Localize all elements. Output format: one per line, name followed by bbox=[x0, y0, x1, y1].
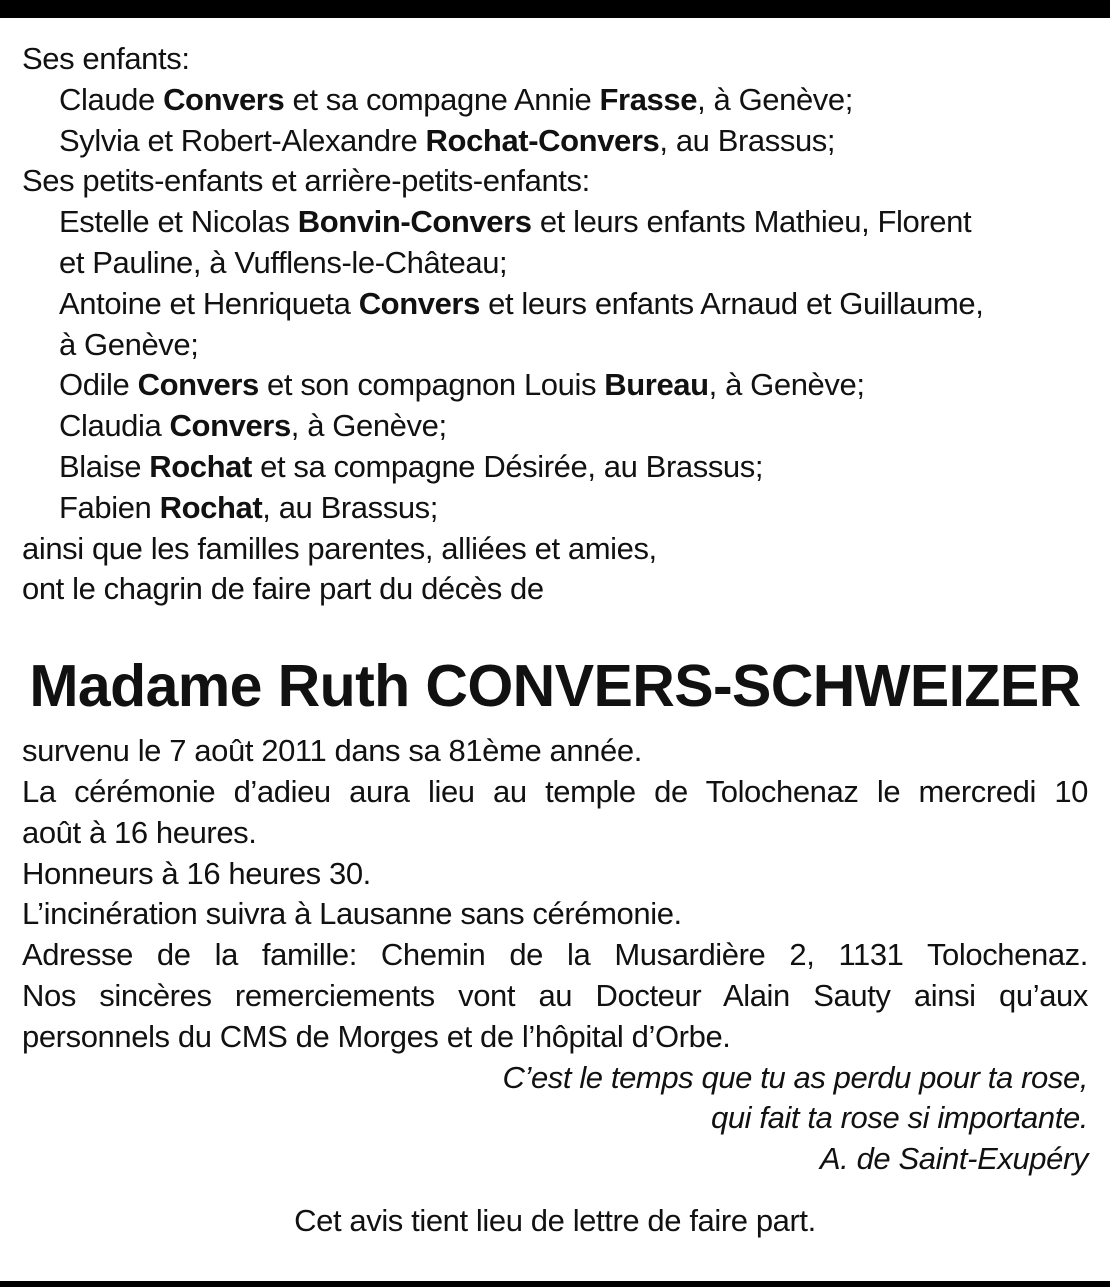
grandchild-text: , à Genève; bbox=[290, 408, 447, 444]
ceremony-line-a: La cérémonie d’adieu aura lieu au temple de Tolochenaz le mercredi 10 bbox=[22, 773, 1088, 809]
grandchild-line-5 bbox=[22, 447, 1088, 488]
child-text: Sylvia et Robert-Alexandre bbox=[59, 122, 426, 158]
child-text: et sa compagne Annie bbox=[284, 81, 600, 117]
surname: Bonvin-Convers bbox=[297, 204, 532, 240]
grandchild-line-1a bbox=[22, 202, 1088, 243]
thanks-line-b: personnels du CMS de Morges et de l’hôpital d’Orbe. bbox=[22, 1018, 731, 1054]
grandchild-text: , au Brassus; bbox=[262, 489, 438, 525]
children-heading: Ses enfants: bbox=[22, 41, 190, 76]
child-text: , à Genève; bbox=[697, 81, 853, 117]
death-date-line: survenu le 7 août 2011 dans sa 81ème année. bbox=[22, 733, 642, 769]
surname: Bureau bbox=[604, 367, 709, 403]
grandchild-line-4 bbox=[22, 406, 1088, 447]
surname: Frasse bbox=[599, 81, 698, 117]
incineration-line: L’incinération suivra à Lausanne sans cérémonie. bbox=[22, 896, 682, 932]
surname: Rochat bbox=[159, 489, 263, 525]
obituary-notice bbox=[22, 39, 1088, 1242]
surname: Rochat bbox=[149, 448, 252, 484]
grandchild-text: , à Genève; bbox=[708, 367, 865, 403]
grandchild-text: Claudia bbox=[59, 408, 170, 444]
top-border-rule bbox=[0, 0, 1110, 18]
child-line-2 bbox=[22, 121, 1088, 162]
grandchild-text: et son compagnon Louis bbox=[258, 367, 605, 403]
child-line-1 bbox=[22, 80, 1088, 121]
grandchild-text: et leurs enfants Arnaud et Guillaume, bbox=[479, 285, 984, 321]
grandchild-text: Odile bbox=[59, 367, 138, 403]
quote-author: A. de Saint-Exupéry bbox=[819, 1141, 1088, 1177]
grandchild-text: Antoine et Henriqueta bbox=[59, 285, 359, 321]
closing-note: Cet avis tient lieu de lettre de faire part. bbox=[294, 1202, 816, 1238]
surname: Convers bbox=[163, 81, 285, 117]
surname: Convers bbox=[137, 367, 259, 403]
honours-line: Honneurs à 16 heures 30. bbox=[22, 855, 371, 891]
grandchild-text: Estelle et Nicolas bbox=[59, 204, 298, 240]
quote-line-2: qui fait ta rose si importante. bbox=[710, 1100, 1088, 1136]
grandchild-line-6 bbox=[22, 488, 1088, 529]
child-text: Claude bbox=[59, 81, 164, 117]
grandchild-text: et sa compagne Désirée, au Brassus; bbox=[251, 448, 764, 484]
surname: Convers bbox=[358, 285, 480, 321]
announcement-line: ont le chagrin de faire part du décès de bbox=[22, 571, 544, 607]
grandchild-line-3 bbox=[22, 365, 1088, 406]
thanks-line-a: Nos sincères remerciements vont au Docteur Alain Sauty ainsi qu’aux bbox=[22, 977, 1088, 1013]
deceased-name-heading: Madame Ruth CONVERS-SCHWEIZER bbox=[29, 653, 1081, 720]
families-line: ainsi que les familles parentes, alliées et amies, bbox=[22, 530, 657, 566]
grandchild-text: Blaise bbox=[59, 448, 150, 484]
ceremony-line-b: août à 16 heures. bbox=[22, 814, 257, 850]
grandchild-text: Fabien bbox=[59, 489, 160, 525]
surname: Rochat-Convers bbox=[425, 122, 660, 158]
grandchild-line-2b: à Genève; bbox=[59, 326, 199, 362]
surname: Convers bbox=[169, 408, 291, 444]
bottom-border-rule bbox=[0, 1281, 1110, 1287]
family-address-line: Adresse de la famille: Chemin de la Musardière 2, 1131 Tolochenaz. bbox=[22, 937, 1088, 973]
child-text: , au Brassus; bbox=[659, 122, 836, 158]
grandchild-line-1b: et Pauline, à Vufflens-le-Château; bbox=[59, 244, 508, 280]
quote-line-1: C’est le temps que tu as perdu pour ta rose, bbox=[502, 1059, 1088, 1095]
grandchild-text: et leurs enfants Mathieu, Florent bbox=[531, 204, 972, 240]
grandchildren-heading: Ses petits-enfants et arrière-petits-enfants: bbox=[22, 163, 590, 199]
grandchild-line-2a bbox=[22, 284, 1088, 325]
